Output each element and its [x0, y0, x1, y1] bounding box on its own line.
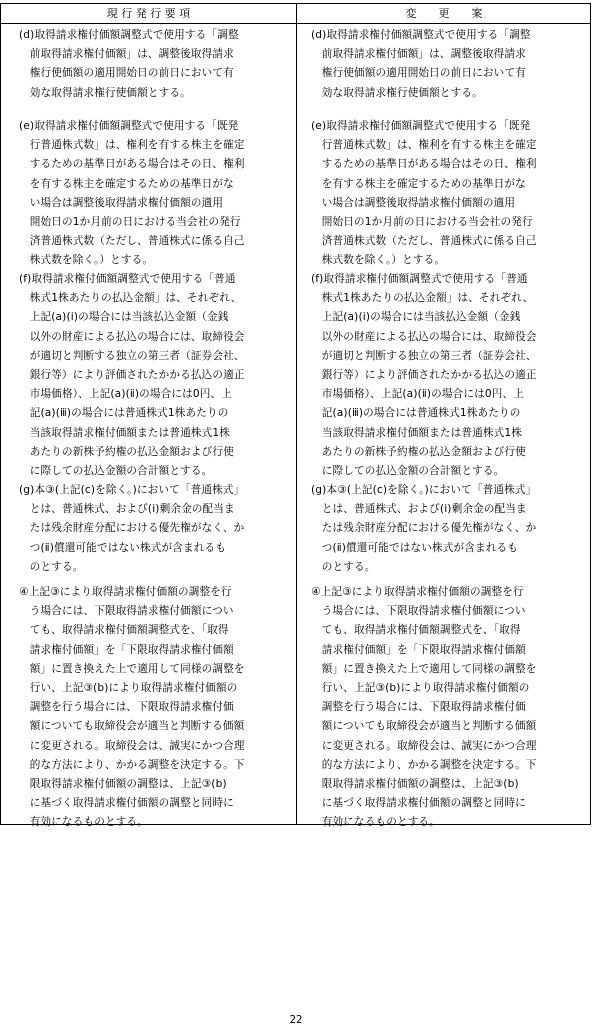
clause-line: 開始日の1か月前の日における当会社の発行	[19, 215, 241, 228]
clause-line: とは、普通株式、および(ⅰ)剰余金の配当ま	[311, 503, 527, 516]
clause-line: 調整を行う場合には、下限取得請求権付価	[19, 701, 234, 714]
clause-d	[19, 26, 294, 103]
current-column-header: 現 行 発 行 要 項	[106, 7, 191, 20]
clause-line: 株式1株あたりの払込金額」は、それぞれ、	[311, 292, 534, 305]
clause-line: 効な取得請求権行使価額とする。	[19, 86, 191, 99]
clause-line: ④上記③により取得請求権付価額の調整を行	[311, 586, 524, 598]
clause-line: に変更される。取締役会は、誠実にかつ合理	[19, 739, 245, 752]
clause-g	[19, 481, 294, 577]
clause-4	[311, 583, 589, 832]
clause-line: 銀行等）により評価されたかかる払込の適正	[19, 368, 245, 381]
clause-line: たは残余財産分配における優先権がなく、か	[311, 522, 537, 535]
clause-line: い場合は調整後取得請求権付価額の適用	[19, 196, 224, 209]
clause-line: 請求権付価額」を「下限取得請求権付価額	[19, 643, 234, 656]
clause-line: 有効になるものとする。	[311, 816, 440, 829]
clause-line: するための基準日がある場合はその日、権利	[311, 158, 537, 171]
clause-line: 前取得請求権付価額」は、調整後取得請求	[311, 48, 526, 61]
clause-line: たは残余財産分配における優先権がなく、か	[19, 522, 245, 535]
clause-4	[19, 583, 294, 832]
clause-line: とは、普通株式、および(ⅰ)剰余金の配当ま	[19, 503, 235, 516]
clause-line: 権行使価額の適用開始日の前日において有	[19, 67, 234, 80]
clause-line: (e)取得請求権付価額調整式で使用する「既発	[311, 120, 531, 132]
clause-line: つ(ⅱ)償還可能ではない株式が含まれるも	[311, 541, 518, 554]
clause-line: 請求権付価額」を「下限取得請求権付価額	[311, 643, 526, 656]
clause-line: 上記(a)(ⅰ)の場合には当該払込金額（金銭	[311, 311, 521, 324]
clause-line: 額」に置き換えた上で適用して同様の調整を	[311, 662, 537, 675]
clause-line: 銀行等）により評価されたかかる払込の適正	[311, 368, 537, 381]
clause-line: のとする。	[311, 560, 376, 573]
clause-line: (f)取得請求権付価額調整式で使用する「普通	[311, 273, 528, 285]
clause-line: 行い、上記③(b)により取得請求権付価額の	[311, 681, 530, 694]
clause-line: 市場価格）、上記(a)(ⅱ)の場合には0円、上	[19, 388, 233, 401]
clause-d	[311, 26, 589, 103]
clause-e	[19, 117, 294, 271]
clause-line: (f)取得請求権付価額調整式で使用する「普通	[19, 273, 236, 285]
clause-line: 当該取得請求権付価額または普通株式1株	[311, 426, 523, 439]
clause-line: が適切と判断する独立の第三者（証券会社、	[19, 349, 245, 362]
clause-line: 額についても取締役会が適当と判断する価額	[311, 720, 537, 733]
clause-line: 記(a)(ⅲ)の場合には普通株式1株あたりの	[311, 407, 521, 420]
clause-line: 限取得請求権付価額の調整は、上記③(b)	[311, 777, 519, 790]
clause-line: う場合には、下限取得請求権付価額につい	[311, 605, 526, 618]
clause-line: 当該取得請求権付価額または普通株式1株	[19, 426, 231, 439]
clause-line: 開始日の1か月前の日における当会社の発行	[311, 215, 533, 228]
clause-line: 限取得請求権付価額の調整は、上記③(b)	[19, 777, 227, 790]
clause-line: 上記(a)(ⅰ)の場合には当該払込金額（金銭	[19, 311, 229, 324]
clause-line: 的な方法により、かかる調整を決定する。下	[311, 758, 537, 771]
comparison-table	[0, 3, 591, 829]
clause-line: するための基準日がある場合はその日、権利	[19, 158, 245, 171]
clause-line: 以外の財産による払込の場合には、取締役会	[19, 330, 245, 343]
proposed-column-header: 変 更 案	[405, 7, 483, 20]
clause-line: 額」に置き換えた上で適用して同様の調整を	[19, 662, 245, 675]
clause-line: 調整を行う場合には、下限取得請求権付価	[311, 701, 526, 714]
clause-line: 行普通株式数」は、権利を有する株主を確定	[311, 139, 537, 152]
clause-line: 以外の財産による払込の場合には、取締役会	[311, 330, 537, 343]
clause-line: を有する株主を確定するための基準日がな	[311, 177, 526, 190]
clause-line: のとする。	[19, 560, 84, 573]
page-number: 22	[289, 1014, 303, 1026]
clause-line: 市場価格）、上記(a)(ⅱ)の場合には0円、上	[311, 388, 525, 401]
clause-line: 株式数を除く。）とする。	[19, 254, 154, 267]
column-divider	[296, 4, 297, 824]
clause-line: つ(ⅱ)償還可能ではない株式が含まれるも	[19, 541, 226, 554]
clause-line: 額についても取締役会が適当と判断する価額	[19, 720, 245, 733]
clause-line: に基づく取得請求権付価額の調整と同時に	[19, 797, 234, 810]
clause-line: 株式数を除く。）とする。	[311, 254, 446, 267]
clause-line: ても、取得請求権付価額調整式を、「取得	[19, 624, 229, 637]
clause-line: (e)取得請求権付価額調整式で使用する「既発	[19, 120, 239, 132]
clause-line: 済普通株式数（ただし、普通株式に係る自己	[311, 235, 537, 248]
clause-line: (g)本③(上記(c)を除く。)において「普通株式」	[311, 484, 537, 496]
clause-f	[19, 270, 294, 481]
clause-line: を有する株主を確定するための基準日がな	[19, 177, 234, 190]
clause-line: (g)本③(上記(c)を除く。)において「普通株式」	[19, 484, 245, 496]
clause-line: 権行使価額の適用開始日の前日において有	[311, 67, 526, 80]
clause-line: い場合は調整後取得請求権付価額の適用	[311, 196, 516, 209]
clause-line: あたりの新株予約権の払込金額および行使	[19, 445, 234, 458]
clause-line: 行い、上記③(b)により取得請求権付価額の	[19, 681, 238, 694]
clause-line: に変更される。取締役会は、誠実にかつ合理	[311, 739, 537, 752]
clause-line: に際しての払込金額の合計額とする。	[311, 464, 505, 477]
clause-line: に際しての払込金額の合計額とする。	[19, 464, 213, 477]
clause-line: (d)取得請求権付価額調整式で使用する「調整	[19, 29, 239, 41]
clause-line: 前取得請求権付価額」は、調整後取得請求	[19, 48, 234, 61]
clause-line: 株式1株あたりの払込金額」は、それぞれ、	[19, 292, 242, 305]
clause-g	[311, 481, 589, 577]
clause-line: 済普通株式数（ただし、普通株式に係る自己	[19, 235, 245, 248]
clause-line: 効な取得請求権行使価額とする。	[311, 86, 483, 99]
header-rule	[1, 23, 590, 24]
clause-line: 的な方法により、かかる調整を決定する。下	[19, 758, 245, 771]
clause-line: ても、取得請求権付価額調整式を、「取得	[311, 624, 521, 637]
clause-line: 記(a)(ⅲ)の場合には普通株式1株あたりの	[19, 407, 229, 420]
clause-line: あたりの新株予約権の払込金額および行使	[311, 445, 526, 458]
clause-line: う場合には、下限取得請求権付価額につい	[19, 605, 234, 618]
clause-e	[311, 117, 589, 271]
clause-line: に基づく取得請求権付価額の調整と同時に	[311, 797, 526, 810]
clause-line: 行普通株式数」は、権利を有する株主を確定	[19, 139, 245, 152]
clause-f	[311, 270, 589, 481]
clause-line: が適切と判断する独立の第三者（証券会社、	[311, 349, 537, 362]
clause-line: (d)取得請求権付価額調整式で使用する「調整	[311, 29, 531, 41]
clause-line: 有効になるものとする。	[19, 816, 148, 829]
clause-line: ④上記③により取得請求権付価額の調整を行	[19, 586, 232, 598]
